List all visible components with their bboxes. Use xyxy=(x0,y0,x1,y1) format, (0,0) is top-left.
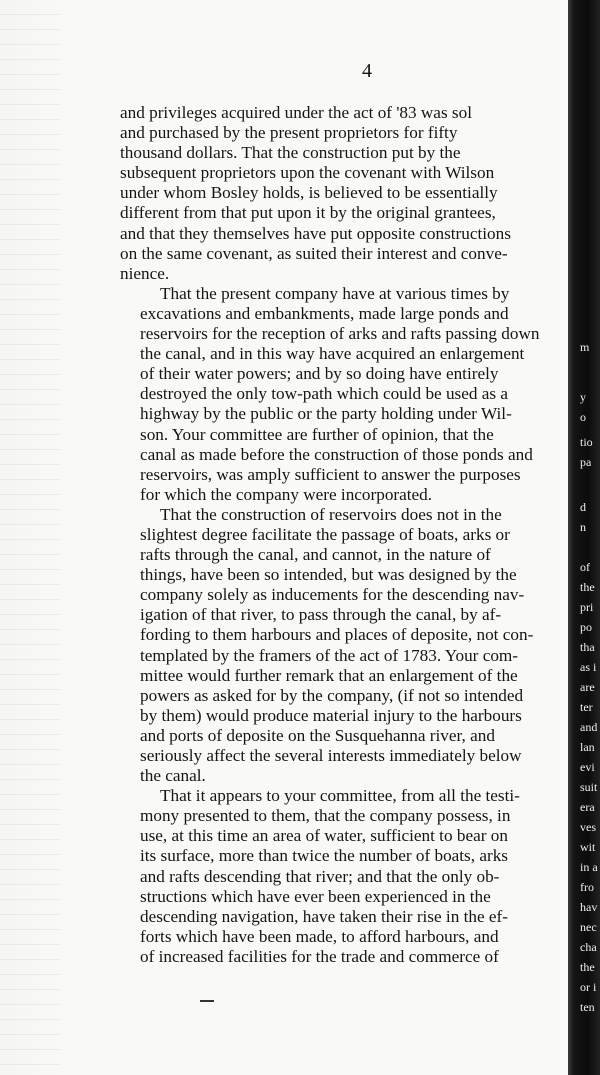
facing-page-fragment: fro xyxy=(580,880,594,894)
facing-page-fragment: and xyxy=(580,720,598,734)
text-line: That it appears to your committee, from all the testi- xyxy=(160,786,520,806)
text-line: on the same covenant, as suited their interest and conve- xyxy=(120,243,508,263)
facing-page-fragment: era xyxy=(580,800,595,814)
text-line: and rafts descending that river; and that the only ob- xyxy=(140,866,500,886)
text-line: reservoirs for the reception of arks and rafts passing down xyxy=(140,324,540,344)
text-line: things, have been so intended, but was designed by the xyxy=(140,565,517,585)
facing-page-fragment: tio xyxy=(580,435,593,449)
facing-page-fragment: of xyxy=(580,560,590,574)
text-line: nience. xyxy=(120,263,170,283)
page-number: 4 xyxy=(362,60,372,82)
facing-page-fragment: m xyxy=(580,340,590,354)
text-line: That the present company have at various times by xyxy=(160,283,510,303)
paragraph xyxy=(120,786,564,967)
text-line: fording to them harbours and places of deposite, not con- xyxy=(140,625,534,645)
text-line: and that they themselves have put opposite constructions xyxy=(120,223,511,243)
text-line: the canal. xyxy=(140,766,206,786)
facing-page-fragment: lan xyxy=(580,740,595,754)
text-line: the canal, and in this way have acquired an enlargement xyxy=(140,344,525,364)
text-line: mony presented to them, that the company possess, in xyxy=(140,806,511,826)
facing-page-fragment: hav xyxy=(580,900,598,914)
text-line: and ports of deposite on the Susquehanna river, and xyxy=(140,725,495,745)
facing-page-fragment: ves xyxy=(580,820,596,834)
text-line: thousand dollars. That the construction put by the xyxy=(120,143,461,163)
text-line: descending navigation, have taken their rise in the ef- xyxy=(140,906,508,926)
facing-page-fragment: pri xyxy=(580,600,594,614)
facing-page-fragment: the xyxy=(580,580,595,594)
text-line: excavations and embankments, made large ponds and xyxy=(140,303,509,323)
text-line: company solely as inducements for the descending nav- xyxy=(140,585,525,605)
facing-page-fragment: or i xyxy=(580,980,597,994)
facing-page-fragment: ter xyxy=(580,700,593,714)
facing-page-fragment: the xyxy=(580,960,595,974)
paragraph xyxy=(120,284,564,505)
facing-page-fragment: evi xyxy=(580,760,595,774)
facing-page-fragment: are xyxy=(580,680,595,694)
facing-page-fragment: po xyxy=(580,620,592,634)
text-line: destroyed the only tow-path which could be used as a xyxy=(140,384,509,404)
text-line: use, at this time an area of water, sufficient to bear on xyxy=(140,826,508,846)
text-line: rafts through the canal, and cannot, in the nature of xyxy=(140,545,491,565)
paragraph xyxy=(120,103,564,284)
text-line: under whom Bosley holds, is believed to be essentially xyxy=(120,183,498,203)
facing-page-text xyxy=(578,0,600,1075)
facing-page-fragment: tha xyxy=(580,640,595,654)
text-line: and purchased by the present proprietors for fifty xyxy=(120,123,458,143)
text-line: igation of that river, to pass through the canal, by af- xyxy=(140,605,502,625)
text-line: different from that put upon it by the original grantees, xyxy=(120,203,496,223)
facing-page-fragment: o xyxy=(580,410,586,424)
text-line: structions which have ever been experienced in the xyxy=(140,886,491,906)
bottom-mark xyxy=(200,1000,214,1002)
text-line: of their water powers; and by so doing have entirely xyxy=(140,364,499,384)
facing-page-fragment: d xyxy=(580,500,586,514)
text-line: for which the company were incorporated. xyxy=(140,484,433,504)
facing-page-fragment: wit xyxy=(580,840,596,854)
text-line: canal as made before the construction of those ponds and xyxy=(140,444,533,464)
text-line: seriously affect the several interests immediately below xyxy=(140,746,522,765)
facing-page-fragment: in a xyxy=(580,860,598,874)
text-line: mittee would further remark that an enlargement of the xyxy=(140,665,518,685)
text-line: its surface, more than twice the number of boats, arks xyxy=(140,846,508,866)
facing-page-fragment: pa xyxy=(580,455,592,469)
text-line: forts which have been made, to afford harbours, and xyxy=(140,926,499,946)
text-line: of increased facilities for the trade and commerce of xyxy=(140,946,499,966)
facing-page-fragment: as i xyxy=(580,660,597,674)
text-line: highway by the public or the party holding under Wil- xyxy=(140,404,512,424)
text-line: powers as asked for by the company, (if not so intended xyxy=(140,685,524,705)
paragraph xyxy=(120,505,564,786)
facing-page-fragment: suit xyxy=(580,780,598,794)
text-line: slightest degree facilitate the passage of boats, arks or xyxy=(140,524,510,544)
page-edge-speckle xyxy=(0,0,60,1075)
text-line: That the construction of reservoirs does not in the xyxy=(160,504,502,524)
text-line: son. Your committee are further of opinion, that the xyxy=(140,424,494,444)
body-text xyxy=(120,103,564,967)
text-line: reservoirs, was amply sufficient to answer the purposes xyxy=(140,464,521,484)
text-line: subsequent proprietors upon the covenant with Wilson xyxy=(120,163,495,183)
text-line: by them) would produce material injury to the harbours xyxy=(140,705,522,725)
text-line: and privileges acquired under the act of '83 was sol xyxy=(120,103,472,122)
text-line: templated by the framers of the act of 1783. Your com- xyxy=(140,645,519,665)
facing-page-fragment: n xyxy=(580,520,586,534)
facing-page-fragment: cha xyxy=(580,940,597,954)
facing-page-fragment: nec xyxy=(580,920,597,934)
facing-page-fragment: y xyxy=(580,390,586,404)
facing-page-fragment: ten xyxy=(580,1000,595,1014)
